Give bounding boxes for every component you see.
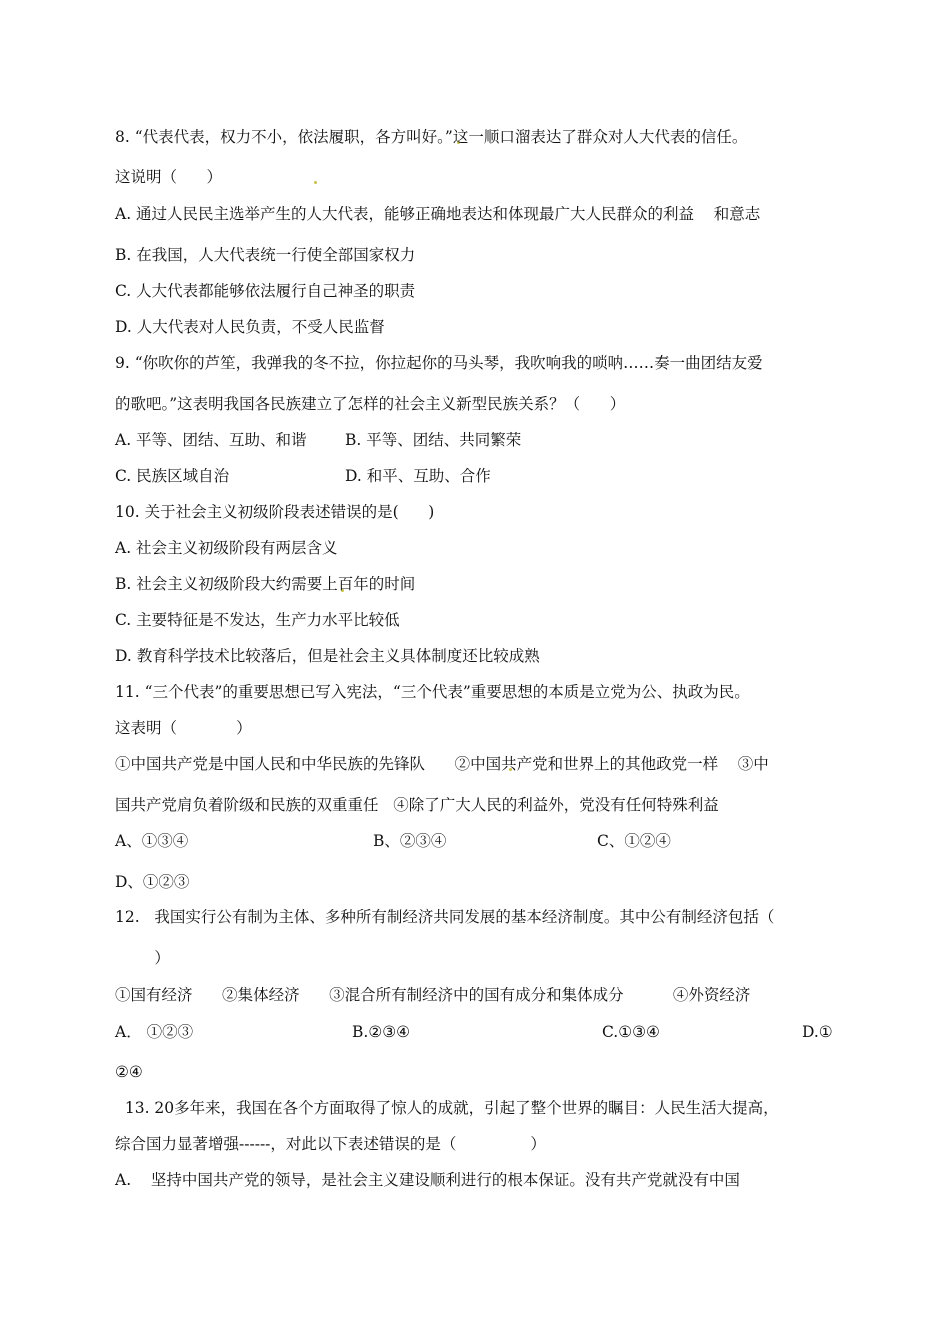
q9-option-a: A. 平等、团结、互助、和谐	[115, 431, 307, 449]
q8-option-b: B. 在我国，人大代表统一行使全部国家权力	[115, 246, 416, 264]
q10-stem: 10. 关于社会主义初级阶段表述错误的是( )	[115, 503, 435, 521]
q11-stem-line1: 11. “三个代表”的重要思想已写入宪法，“三个代表”重要思想的本质是立党为公、执政为民。	[115, 683, 750, 701]
q9-stem-line2: 的歌吧。”这表明我国各民族建立了怎样的社会主义新型民族关系？（ ）	[115, 395, 626, 413]
q8-option-c: C. 人大代表都能够依法履行自己神圣的职责	[115, 282, 416, 300]
q12-option-d: D.①	[802, 1023, 833, 1041]
q11-option-a: A、①③④	[115, 832, 189, 850]
q9-stem-line1: 9. “你吹你的芦笙，我弹我的冬不拉，你拉起你的马头琴，我吹响我的唢呐……奏一曲团结友爱	[115, 354, 763, 372]
q11-option-c: C、①②④	[597, 832, 671, 850]
q10-option-c: C. 主要特征是不发达，生产力水平比较低	[115, 611, 400, 629]
q10-option-a: A. 社会主义初级阶段有两层含义	[115, 539, 338, 557]
q11-items-line1: ①中国共产党是中国人民和中华民族的先锋队 ②中国共产党和世界上的其他政党一样 ③中	[115, 755, 769, 773]
q10-option-d: D. 教育科学技术比较落后，但是社会主义具体制度还比较成熟	[115, 647, 540, 665]
q10-option-b: B. 社会主义初级阶段大约需要上百年的时间	[115, 575, 416, 593]
q13-option-a: A. 坚持中国共产党的领导，是社会主义建设顺利进行的根本保证。没有共产党就没有中国	[115, 1171, 740, 1189]
q13-stem-line2: 综合国力显著增强------，对此以下表述错误的是（ ）	[115, 1135, 546, 1153]
q8-stem-line2: 这说明（ ）	[115, 168, 223, 186]
q8-stem-line1: 8. “代表代表，权力不小，依法履职，各方叫好。”这一顺口溜表达了群众对人大代表的信任。	[115, 128, 748, 146]
q11-stem-line2: 这表明（ ）	[115, 719, 252, 737]
q13-stem-line1: 13. 20多年来，我国在各个方面取得了惊人的成就，引起了整个世界的瞩目：人民生活大提高，	[115, 1099, 779, 1117]
q12-option-d-continued: ②④	[115, 1063, 143, 1081]
q9-option-d: D. 和平、互助、合作	[345, 467, 491, 485]
q12-option-c: C.①③④	[602, 1023, 660, 1041]
scan-speck	[314, 181, 317, 184]
q8-option-d: D. 人大代表对人民负责，不受人民监督	[115, 318, 385, 336]
q11-option-b: B、②③④	[373, 832, 447, 850]
q9-option-c: C. 民族区域自治	[115, 467, 230, 485]
q9-option-b: B. 平等、团结、共同繁荣	[345, 431, 522, 449]
q12-option-b: B.②③④	[352, 1023, 411, 1041]
q12-stem-line1: 12. 我国实行公有制为主体、多种所有制经济共同发展的基本经济制度。其中公有制经济包括（	[115, 908, 775, 926]
q11-items-line2: 国共产党肩负着阶级和民族的双重重任 ④除了广大人民的利益外，党没有任何特殊利益	[115, 796, 719, 814]
q11-option-d: D、①②③	[115, 873, 190, 891]
q12-option-a: A． ①②③	[115, 1023, 194, 1041]
q8-option-a: A. 通过人民民主选举产生的人大代表，能够正确地表达和体现最广大人民群众的利益 和意志	[115, 205, 761, 223]
q12-stem-line2: ）	[115, 949, 170, 967]
q12-items: ①国有经济 ②集体经济 ③混合所有制经济中的国有成分和集体成分 ④外资经济	[115, 986, 751, 1004]
